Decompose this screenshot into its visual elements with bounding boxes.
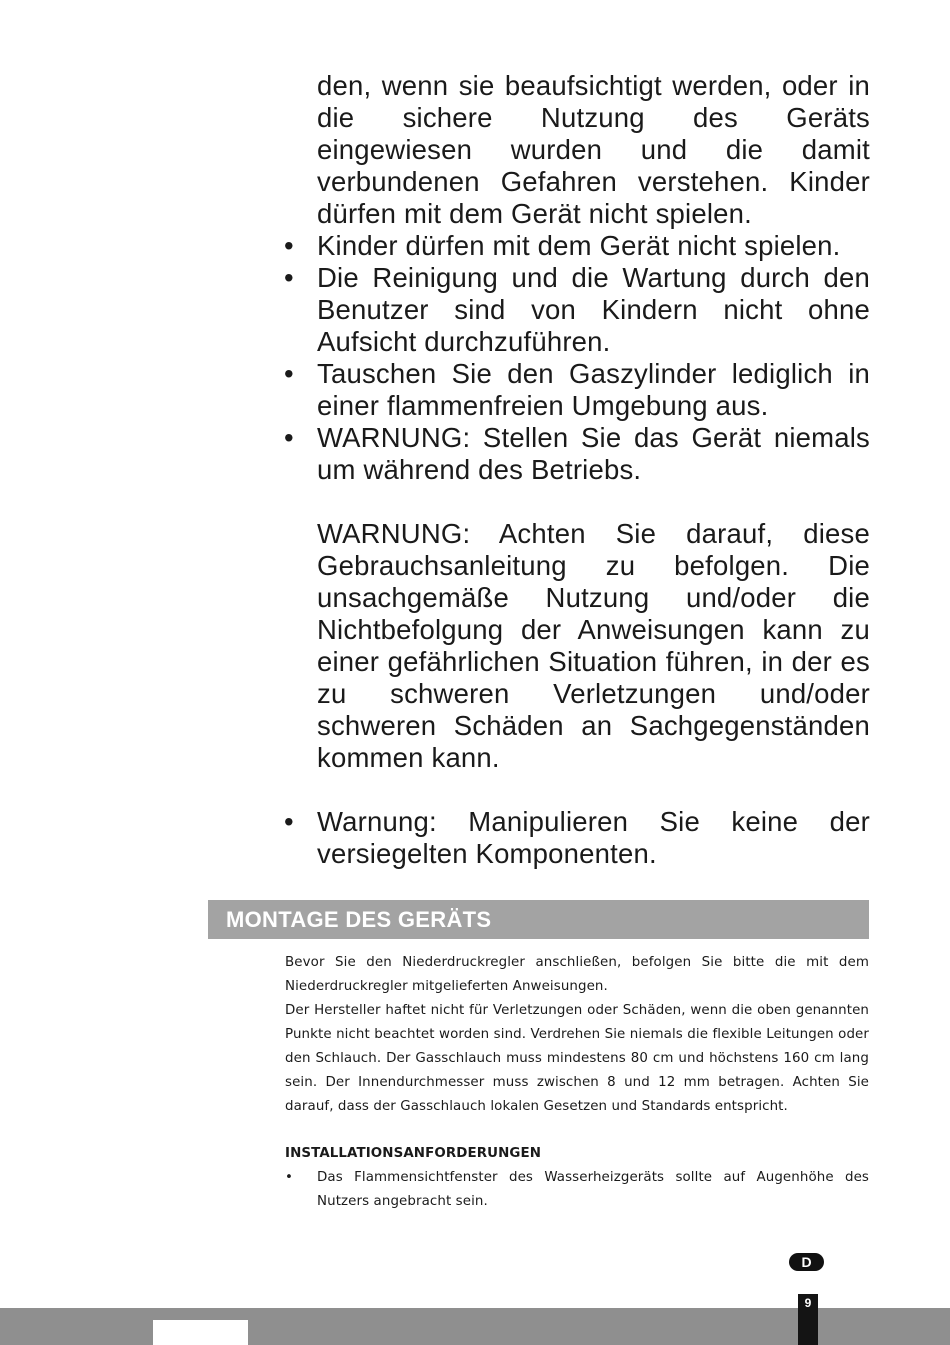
spacer — [282, 486, 870, 518]
list-item: • Die Reinigung und die Wartung durch den Benutzer sind von Kindern nicht ohne Aufsicht durchzuführen. — [284, 262, 870, 357]
bullet-icon: • — [284, 262, 294, 293]
language-badge: D — [789, 1253, 824, 1271]
section-body — [285, 951, 869, 1214]
section-heading-bar: MONTAGE DES GERÄTS — [208, 900, 869, 939]
section-paragraph-1: Bevor Sie den Niederdruckregler anschließen, befolgen Sie bitte die mit dem Niederdruckregler mitgelieferten Anweisungen. — [285, 955, 869, 994]
bullet-icon: • — [284, 806, 294, 837]
spacer — [282, 774, 870, 806]
list-item: • Kinder dürfen mit dem Gerät nicht spielen. — [284, 230, 841, 261]
bullet-list-last — [282, 806, 870, 870]
bullet-icon: • — [284, 230, 294, 261]
list-item: • Warnung: Manipulieren Sie keine der versiegelten Komponenten. — [284, 806, 870, 869]
bullet-icon: • — [284, 358, 294, 389]
bullet-icon: • — [284, 422, 294, 453]
list-item: • Das Flammensichtfenster des Wasserheizgeräts sollte auf Augenhöhe des Nutzers angebracht sein. — [285, 1166, 869, 1214]
subheading: INSTALLATIONSANFORDERUNGEN — [285, 1146, 542, 1161]
list-item: • Tauschen Sie den Gaszylinder lediglich in einer flammenfreien Umgebung aus. — [284, 358, 870, 421]
footer-white-block — [153, 1320, 248, 1345]
list-item: • WARNUNG: Stellen Sie das Gerät niemals um während des Betriebs. — [284, 422, 870, 485]
warning-paragraph: WARNUNG: Achten Sie darauf, diese Gebrauchsanleitung zu befolgen. Die unsachgemäße Nutzung und/oder die Nichtbefolgung der Anweisungen kann zu einer gefährlichen Situation führen, in der es zu schweren Verletzungen und/oder schweren Schäden an Sachgegenständen kommen kann. — [317, 518, 870, 773]
sub-bullet-list — [285, 1166, 869, 1214]
continuation-paragraph: den, wenn sie beaufsichtigt werden, oder in die sichere Nutzung des Geräts eingewiesen wurden und die damit verbundenen Gefahren verstehen. Kinder dürfen mit dem Gerät nicht spielen. — [317, 70, 870, 229]
bullet-list-top — [282, 230, 870, 486]
section-paragraph-2: Der Hersteller haftet nicht für Verletzungen oder Schäden, wenn die oben genannten Punkte nicht beachtet worden sind. Verdrehen Sie niemals die flexible Leitungen oder den Schlauch. Der Gasschlauch muss mindestens 80 cm und höchstens 160 cm lang sein. Der Innendurchmesser muss zwischen 8 und 12 mm betragen. Achten Sie darauf, dass der Gasschlauch lokalen Gesetzen und Standards entspricht. — [285, 1003, 869, 1114]
main-text-block — [282, 70, 870, 870]
bullet-icon: • — [285, 1170, 293, 1185]
page-number: 9 — [798, 1294, 818, 1345]
